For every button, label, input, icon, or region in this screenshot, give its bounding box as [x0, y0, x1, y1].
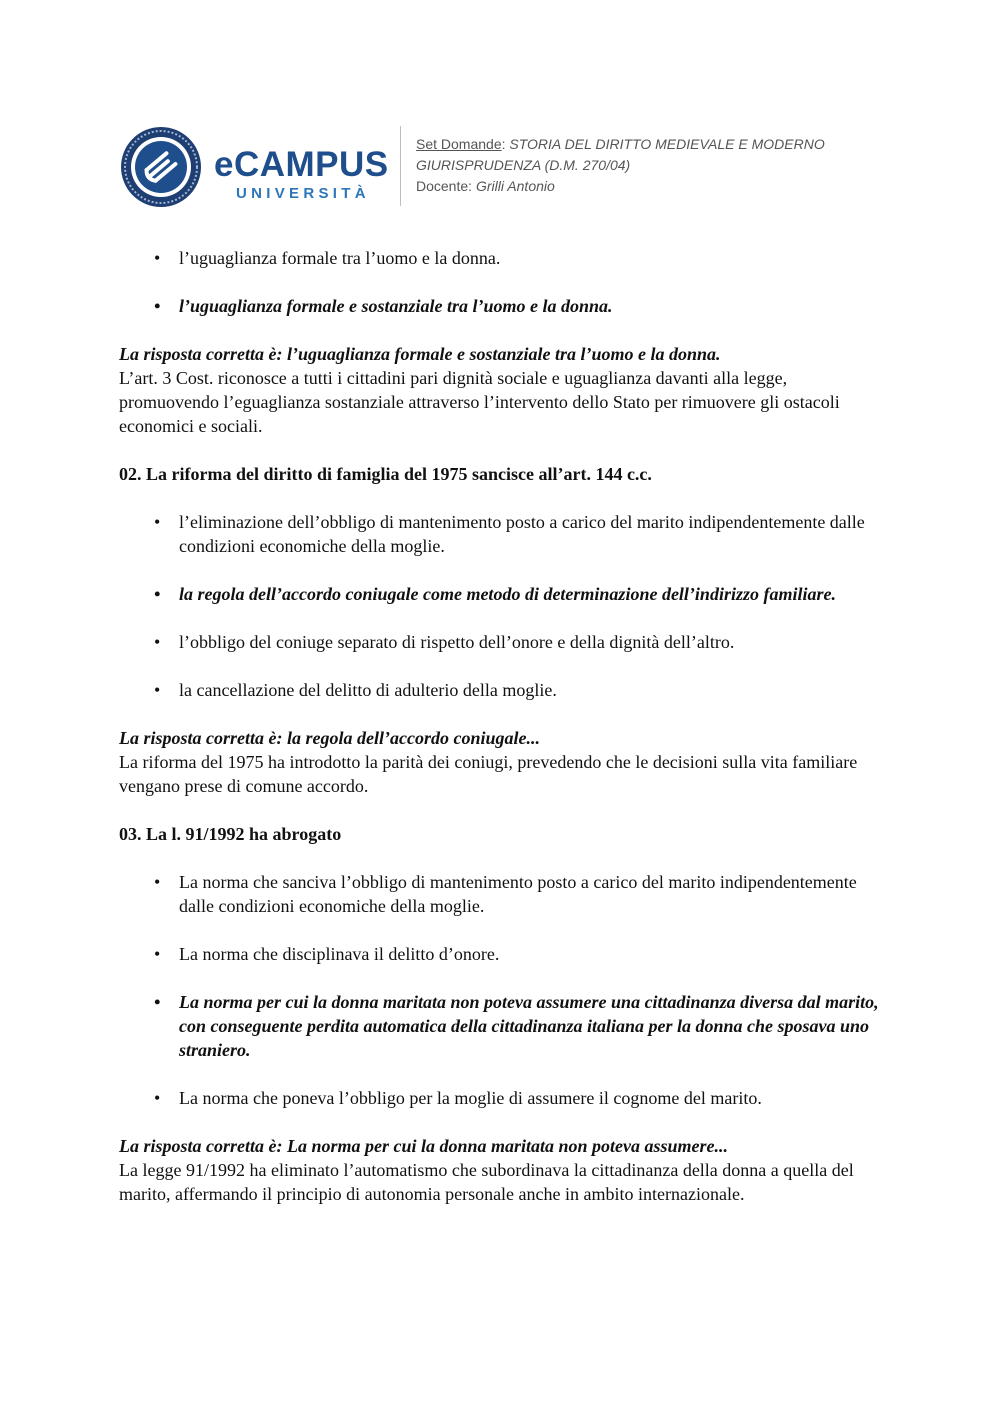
ecampus-seal-icon: [120, 126, 202, 208]
option-correct: • la regola dell’accordo coniugale come metodo di determinazione dell’indirizzo familiare.: [119, 582, 889, 606]
option: • l’uguaglianza formale tra l’uomo e la donna.: [119, 246, 889, 270]
option: • La norma che sanciva l’obbligo di mantenimento posto a carico del marito indipendentemente dalle condizioni economiche della moglie.: [119, 870, 889, 918]
answer-block: [119, 342, 889, 438]
option: • l’obbligo del coniuge separato di rispetto dell’onore e della dignità dell’altro.: [119, 630, 889, 654]
set-line: Set Domande: STORIA DEL DIRITTO MEDIEVALE E MODERNO: [416, 136, 825, 152]
option-correct: • La norma per cui la donna maritata non poteva assumere una cittadinanza diversa dal marito, con conseguente perdita automatica della cittadinanza italiana per la donna che sposava uno straniero.: [119, 990, 889, 1062]
header-divider: [400, 126, 401, 206]
docente-label: Docente: [416, 178, 469, 194]
question-03-options: [119, 870, 889, 1110]
brand-name: eCAMPUS: [214, 145, 389, 184]
answer-explanation: La riforma del 1975 ha introdotto la parità dei coniugi, prevedendo che le decisioni sulla vita familiare vengano prese di comune accordo.: [119, 752, 858, 796]
option: • l’eliminazione dell’obbligo di mantenimento posto a carico del marito indipendentemente dalle condizioni economiche della moglie.: [119, 510, 889, 558]
brand-subtitle: UNIVERSITÀ: [236, 185, 370, 202]
header-info: [416, 134, 825, 197]
option: • la cancellazione del delitto di adulterio della moglie.: [119, 678, 889, 702]
answer-block: [119, 1134, 889, 1206]
set-label: Set Domande: [416, 136, 502, 152]
question-title: 03. La l. 91/1992 ha abrogato: [119, 824, 342, 844]
course-value: GIURISPRUDENZA (D.M. 270/04): [416, 157, 631, 173]
docente-line: Docente: Grilli Antonio: [416, 178, 555, 194]
option-correct: • l’uguaglianza formale e sostanziale tra l’uomo e la donna.: [119, 294, 889, 318]
answer-label: La risposta corretta è: La norma per cui la donna maritata non poteva assumere...: [119, 1136, 729, 1156]
document-body: [119, 246, 889, 1230]
page-header: [120, 124, 880, 210]
question-01-options: [119, 246, 889, 318]
answer-explanation: L’art. 3 Cost. riconosce a tutti i cittadini pari dignità sociale e uguaglianza davanti alla legge, promuovendo l’eguaglianza sostanziale attraverso l’intervento dello Stato per rimuovere gli ostacoli economici e sociali.: [119, 368, 840, 436]
set-value: STORIA DEL DIRITTO MEDIEVALE E MODERNO: [509, 136, 825, 152]
brand-logo: [214, 146, 389, 204]
course-line: [416, 155, 825, 176]
answer-label: La risposta corretta è: la regola dell’accordo coniugale...: [119, 728, 540, 748]
answer-block: [119, 726, 889, 798]
docente-value: Grilli Antonio: [475, 178, 555, 194]
option: • La norma che poneva l’obbligo per la moglie di assumere il cognome del marito.: [119, 1086, 889, 1110]
option: • La norma che disciplinava il delitto d’onore.: [119, 942, 889, 966]
answer-label: La risposta corretta è: l’uguaglianza formale e sostanziale tra l’uomo e la donna.: [119, 344, 721, 364]
question-title: 02. La riforma del diritto di famiglia del 1975 sancisce all’art. 144 c.c.: [119, 464, 652, 484]
question-02-options: [119, 510, 889, 702]
answer-explanation: La legge 91/1992 ha eliminato l’automatismo che subordinava la cittadinanza della donna a quella del marito, affermando il principio di autonomia personale anche in ambito internazionale.: [119, 1160, 854, 1204]
